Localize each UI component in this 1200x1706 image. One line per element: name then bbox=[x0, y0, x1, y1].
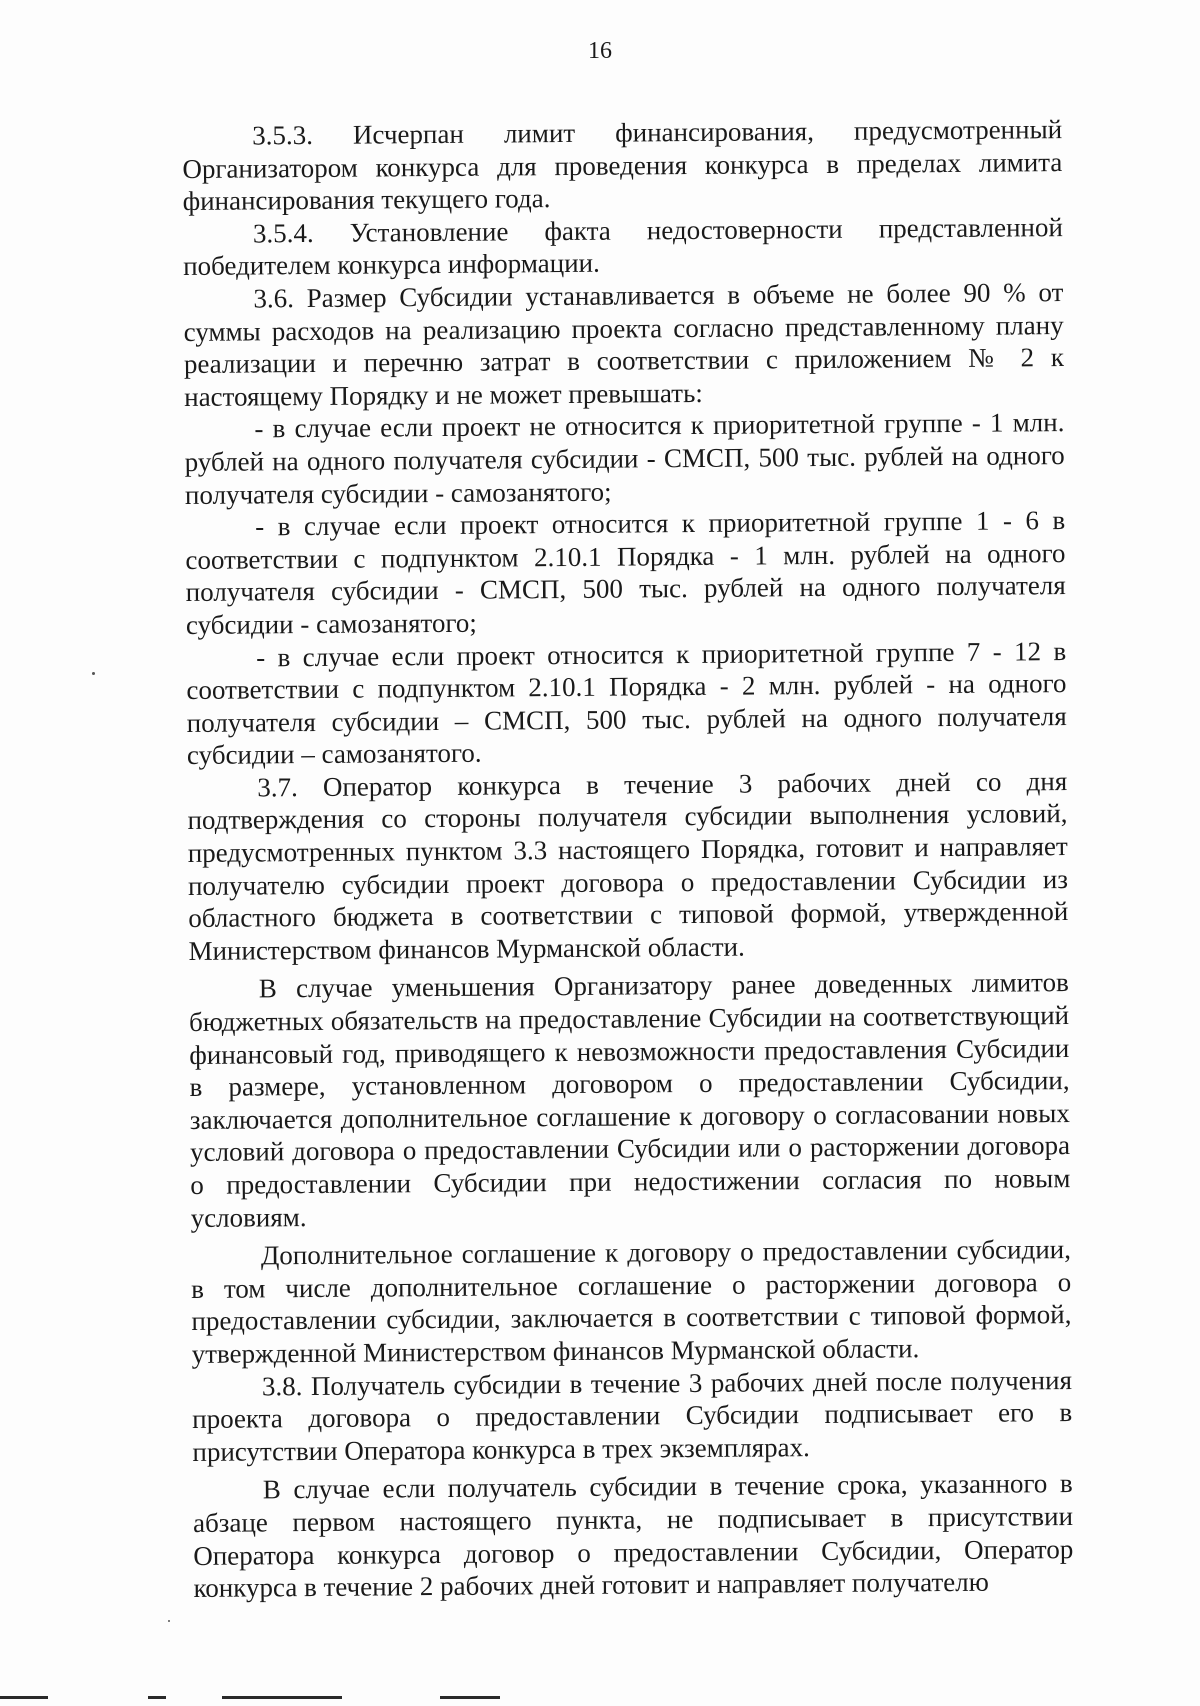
paragraph-limit-reduction: В случае уменьшения Организатору ранее доведенных лимитов бюджетных обязательств на предоставление Субсидии на соответствующий финансовый год, приводящего к невозможности предоставления Субсидии в размере, установленном договором о предоставлении Субсидии, заключается дополнительное соглашение к договору о согласовании новых условий договора о предоставлении Субсидии или о расторжении договора о предоставлении Субсидии при недостижении согласия по новым условиям. bbox=[188, 967, 1071, 1233]
list-item-priority-7-12: - в случае если проект относится к приоритетной группе 7 - 12 в соответствии с подпунктом 2.10.1 Порядка - 2 млн. рублей - на одного получателя субсидии – СМСП, 500 тыс. рублей на одного получателя субсидии – самозанятого. bbox=[186, 635, 1067, 771]
list-item-priority-1-6: - в случае если проект относится к приоритетной группе 1 - 6 в соответствии с подпунктом 2.10.1 Порядка - 1 млн. рублей на одного получателя субсидии - СМСП, 500 тыс. рублей на одного получателя субсидии - самозанятого; bbox=[185, 505, 1066, 640]
document-body bbox=[182, 113, 1074, 1605]
list-item-no-priority: - в случае если проект не относится к приоритетной группе - 1 млн. рублей на одного получателя субсидии - СМСП, 500 тыс. рублей на одного получателя субсидии - самозанятого; bbox=[184, 407, 1065, 510]
page-number: 16 bbox=[588, 38, 612, 64]
paragraph-3-6: 3.6. Размер Субсидии устанавливается в объеме не более 90 % от суммы расходов на реализацию проекта согласно представленному плану реализации и перечню затрат в соответствии с приложением № 2 к настоящему Порядку и не может превышать: bbox=[183, 277, 1065, 412]
scan-speck bbox=[168, 1620, 170, 1622]
paragraph-3-8: 3.8. Получатель субсидии в течение 3 рабочих дней после получения проекта договора о предоставлении Субсидии подписывает его в присутствии Оператора конкурса в трех экземплярах. bbox=[192, 1364, 1073, 1467]
scan-edge-marks bbox=[0, 1690, 1200, 1706]
paragraph-not-signed: В случае если получатель субсидии в течение срока, указанного в абзаце первом настоящего пункта, не подписывает в присутствии Оператора конкурса договор о предоставлении Субсидии, Оператор конкурса в течение 2 рабочих дней готовит и направляет получателю bbox=[192, 1468, 1074, 1604]
paragraph-additional-agreement: Дополнительное соглашение к договору о предоставлении субсидии, в том числе дополнительное соглашение о расторжении договора о предоставлении субсидии, заключается в соответствии с типовой формой, утвержденной Министерством финансов Мурманской области. bbox=[191, 1234, 1072, 1369]
paragraph-3-5-4: 3.5.4. Установление факта недостоверности представленной победителем конкурса информации. bbox=[183, 211, 1063, 282]
paragraph-3-5-3: 3.5.3. Исчерпан лимит финансирования, предусмотренный Организатором конкурса для проведения конкурса в пределах лимита финансирования текущего года. bbox=[182, 114, 1063, 217]
scan-speck bbox=[92, 672, 95, 675]
paragraph-3-7: 3.7. Оператор конкурса в течение 3 рабочих дней со дня подтверждения со стороны получателя субсидии выполнения условий, предусмотренных пунктом 3.3 настоящего Порядка, готовит и направляет получателю субсидии проект договора о предоставлении Субсидии из областного бюджета в соответствии с типовой формой, утвержденной Министерством финансов Мурманской области. bbox=[187, 765, 1069, 966]
